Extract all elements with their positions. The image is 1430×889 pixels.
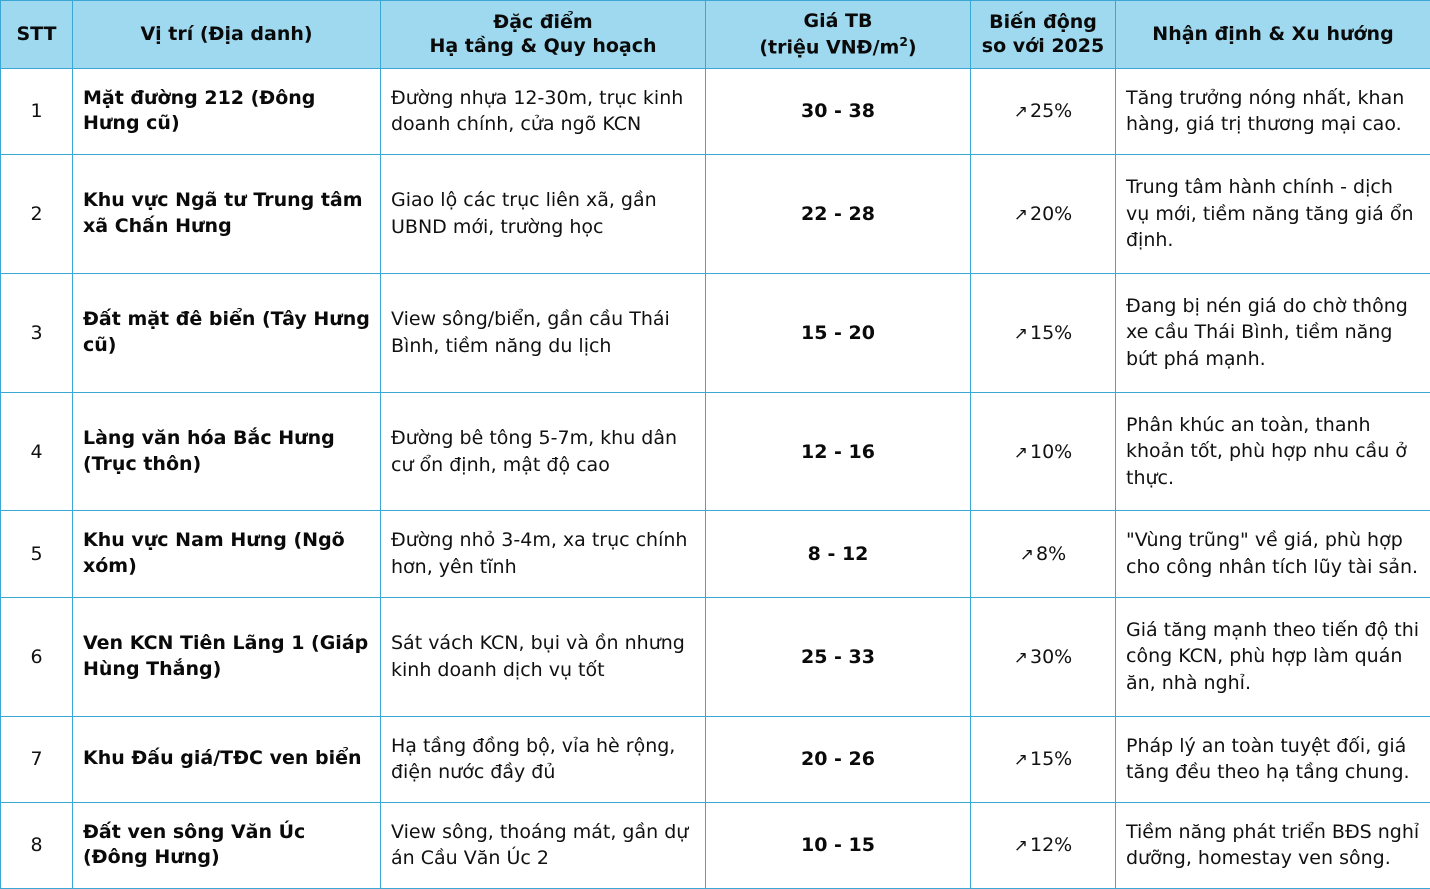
cell-location: Khu vực Ngã tư Trung tâm xã Chấn Hưng [73,154,381,273]
header-feature-line2: Hạ tầng & Quy hoạch [429,35,657,58]
cell-location: Mặt đường 212 (Đông Hưng cũ) [73,68,381,154]
cell-price: 10 - 15 [706,802,971,888]
header-stt [1,1,73,69]
cell-note: Giá tăng mạnh theo tiến độ thi công KCN, phù hợp làm quán ăn, nhà nghỉ. [1116,597,1430,716]
table-header [1,1,1430,69]
cell-feature: Sát vách KCN, bụi và ồn nhưng kinh doanh dịch vụ tốt [381,597,706,716]
cell-change [971,511,1116,597]
cell-stt: 6 [1,597,73,716]
cell-feature: Giao lộ các trục liên xã, gần UBND mới, trường học [381,154,706,273]
cell-feature: Đường bê tông 5-7m, khu dân cư ổn định, mật độ cao [381,392,706,511]
cell-change-value: 30% [1030,645,1073,668]
cell-stt: 7 [1,716,73,802]
cell-price: 25 - 33 [706,597,971,716]
table-body [1,68,1430,888]
cell-change-value: 10% [1030,440,1073,463]
header-location [73,1,381,69]
cell-price: 8 - 12 [706,511,971,597]
trend-up-icon: ↗ [1013,102,1028,123]
cell-stt: 1 [1,68,73,154]
cell-price: 15 - 20 [706,273,971,392]
trend-up-icon: ↗ [1013,204,1028,225]
trend-up-icon: ↗ [1013,836,1028,857]
cell-note: Trung tâm hành chính - dịch vụ mới, tiềm năng tăng giá ổn định. [1116,154,1430,273]
cell-change [971,273,1116,392]
header-feature-line1: Đặc điểm [493,10,593,33]
cell-location: Ven KCN Tiên Lãng 1 (Giáp Hùng Thắng) [73,597,381,716]
cell-stt: 2 [1,154,73,273]
table-row [1,597,1430,716]
trend-up-icon: ↗ [1013,750,1028,771]
header-note-line1: Nhận định & Xu hướng [1152,23,1394,45]
table-row [1,392,1430,511]
cell-location: Đất ven sông Văn Úc (Đông Hưng) [73,802,381,888]
header-location-line1: Vị trí (Địa danh) [140,23,313,45]
cell-price: 22 - 28 [706,154,971,273]
header-feature [381,1,706,69]
cell-change [971,802,1116,888]
header-price [706,1,971,69]
cell-note: Pháp lý an toàn tuyệt đối, giá tăng đều theo hạ tầng chung. [1116,716,1430,802]
cell-change [971,597,1116,716]
cell-feature: View sông/biển, gần cầu Thái Bình, tiềm năng du lịch [381,273,706,392]
cell-location: Khu Đấu giá/TĐC ven biển [73,716,381,802]
cell-change-value: 15% [1030,748,1073,771]
cell-feature: Đường nhựa 12-30m, trục kinh doanh chính, cửa ngõ KCN [381,68,706,154]
cell-stt: 3 [1,273,73,392]
trend-up-icon: ↗ [1013,323,1028,344]
table-row [1,154,1430,273]
cell-change-value: 8% [1036,543,1067,566]
cell-change [971,716,1116,802]
header-row [1,1,1430,69]
table-row [1,273,1430,392]
cell-note: "Vùng trũng" về giá, phù hợp cho công nhân tích lũy tài sản. [1116,511,1430,597]
header-change-line2: so với 2025 [981,35,1105,58]
cell-change-value: 12% [1030,834,1073,857]
table-row [1,716,1430,802]
header-note [1116,1,1430,69]
cell-stt: 4 [1,392,73,511]
trend-up-icon: ↗ [1013,442,1028,463]
cell-feature: Đường nhỏ 3-4m, xa trục chính hơn, yên tĩnh [381,511,706,597]
trend-up-icon: ↗ [1019,545,1035,566]
cell-note: Tiềm năng phát triển BĐS nghỉ dưỡng, homestay ven sông. [1116,802,1430,888]
cell-change-value: 15% [1030,321,1073,344]
cell-feature: Hạ tầng đồng bộ, vỉa hè rộng, điện nước đầy đủ [381,716,706,802]
cell-change [971,68,1116,154]
table-row [1,802,1430,888]
cell-feature: View sông, thoáng mát, gần dự án Cầu Văn Úc 2 [381,802,706,888]
header-change [971,1,1116,69]
header-stt-line1: STT [16,23,57,45]
header-price-line1: Giá TB [803,10,873,32]
header-price-line2: (triệu VNĐ/$m^2$) [759,34,917,59]
cell-change-value: 20% [1030,202,1073,225]
cell-price: 12 - 16 [706,392,971,511]
cell-price: 30 - 38 [706,68,971,154]
trend-up-icon: ↗ [1013,647,1028,668]
cell-change [971,392,1116,511]
cell-location: Làng văn hóa Bắc Hưng (Trục thôn) [73,392,381,511]
cell-note: Phân khúc an toàn, thanh khoản tốt, phù hợp nhu cầu ở thực. [1116,392,1430,511]
cell-change [971,154,1116,273]
cell-stt: 5 [1,511,73,597]
cell-location: Đất mặt đê biển (Tây Hưng cũ) [73,273,381,392]
cell-stt: 8 [1,802,73,888]
header-change-line1: Biến động [989,10,1097,33]
cell-location: Khu vực Nam Hưng (Ngõ xóm) [73,511,381,597]
cell-price: 20 - 26 [706,716,971,802]
cell-note: Tăng trưởng nóng nhất, khan hàng, giá trị thương mại cao. [1116,68,1430,154]
table-row [1,511,1430,597]
table-row [1,68,1430,154]
cell-change-value: 25% [1030,100,1073,123]
cell-note: Đang bị nén giá do chờ thông xe cầu Thái Bình, tiềm năng bứt phá mạnh. [1116,273,1430,392]
